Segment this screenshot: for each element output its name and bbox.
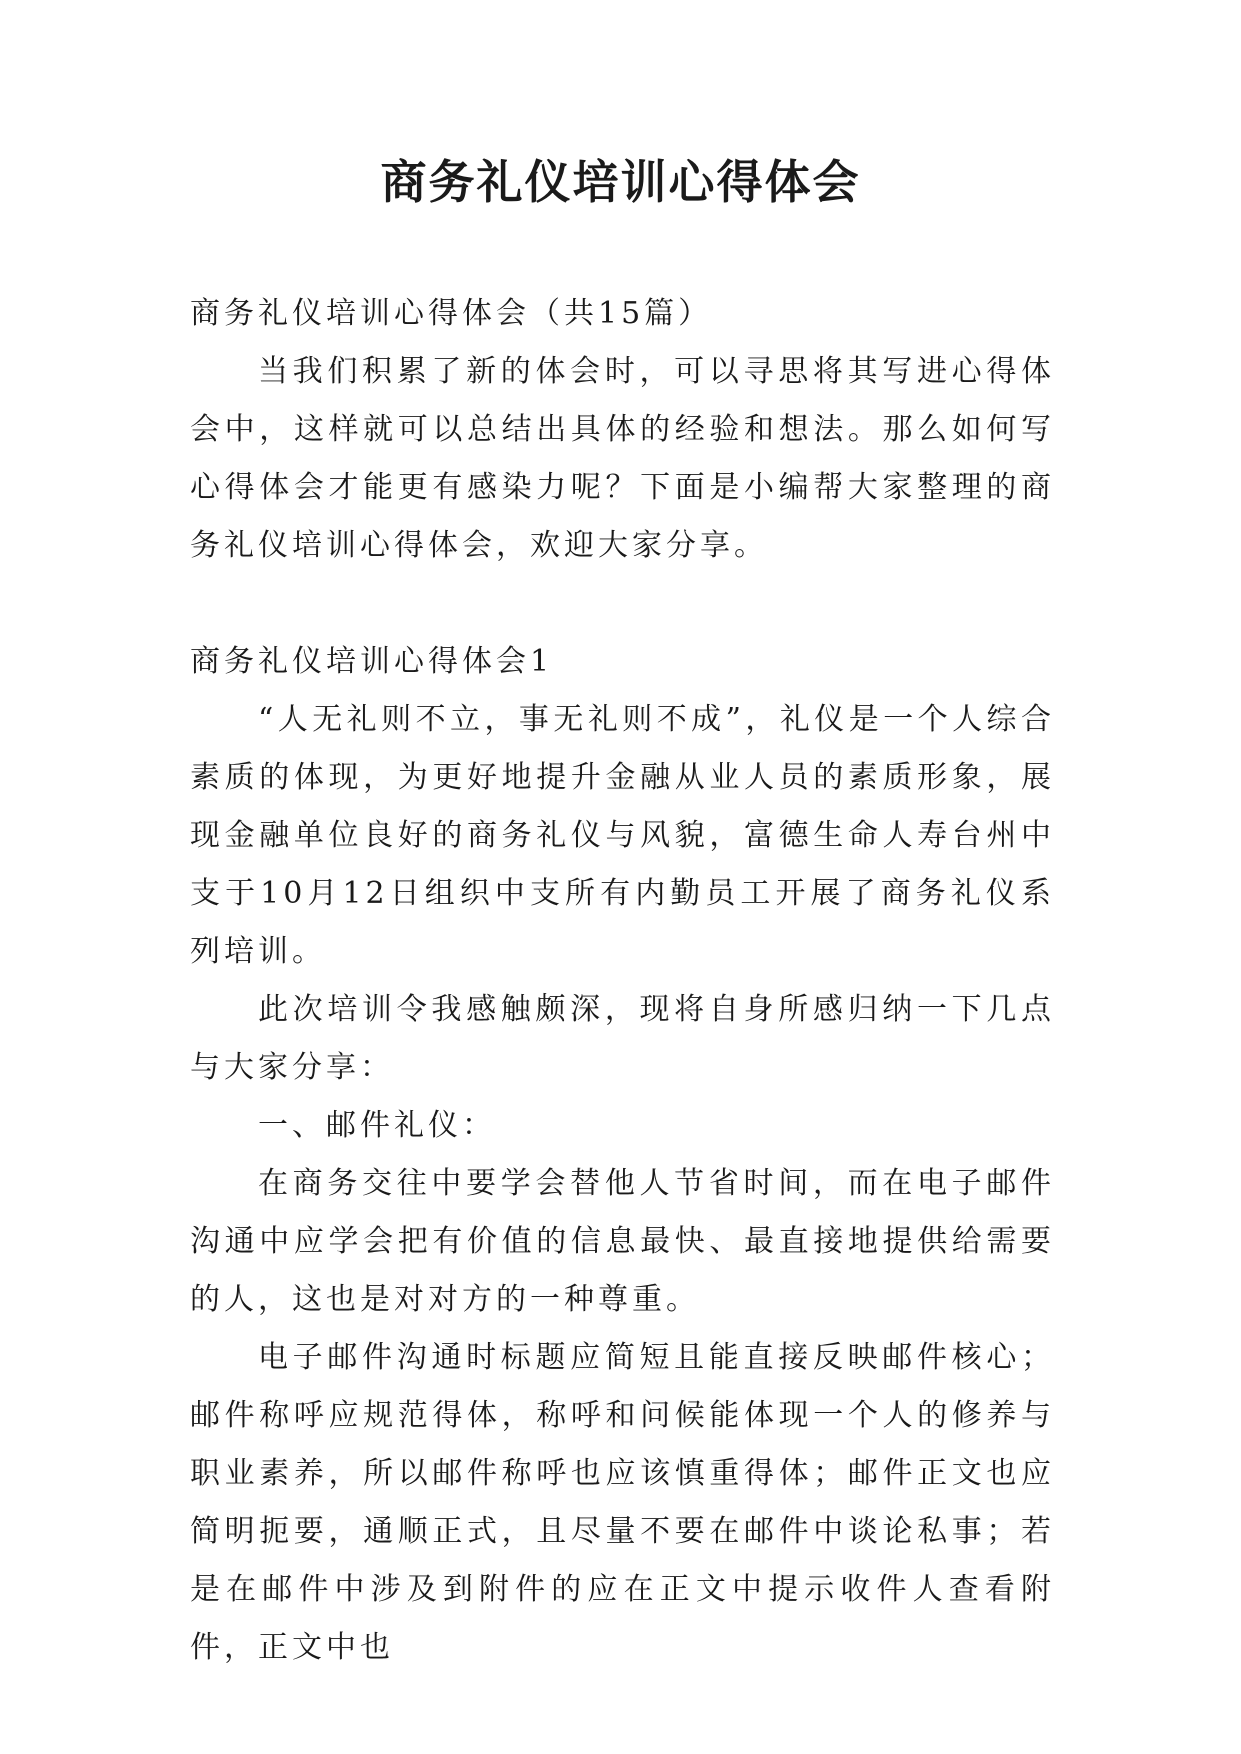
body-paragraph: 此次培训令我感触颇深，现将自身所感归纳一下几点与大家分享：: [190, 992, 1055, 1085]
body-paragraph: 在商务交往中要学会替他人节省时间，而在电子邮件沟通中应学会把有价值的信息最快、最直接地提供给需要的人，这也是对对方的一种尊重。: [190, 1166, 1055, 1317]
document-body: [190, 285, 1055, 1677]
document-title: 商务礼仪培训心得体会: [380, 155, 861, 209]
subsection-heading: 一、邮件礼仪：: [258, 1108, 496, 1143]
section-heading: 商务礼仪培训心得体会1: [190, 644, 554, 679]
body-paragraph: “人无礼则不立，事无礼则不成”，礼仪是一个人综合素质的体现，为更好地提升金融从业人员的素质形象，展现金融单位良好的商务礼仪与风貌，富德生命人寿台州中支于10月12日组织中支所有内勤员工开展了商务礼仪系列培训。: [190, 702, 1055, 969]
document-subtitle: 商务礼仪培训心得体会（共15篇）: [190, 296, 713, 331]
intro-paragraph: 当我们积累了新的体会时，可以寻思将其写进心得体会中，这样就可以总结出具体的经验和想法。那么如何写心得体会才能更有感染力呢？下面是小编帮大家整理的商务礼仪培训心得体会，欢迎大家分享。: [190, 354, 1055, 563]
body-paragraph: 电子邮件沟通时标题应简短且能直接反映邮件核心；邮件称呼应规范得体，称呼和问候能体现一个人的修养与职业素养，所以邮件称呼也应该慎重得体；邮件正文也应简明扼要，通顺正式，且尽量不要在邮件中谈论私事；若是在邮件中涉及到附件的应在正文中提示收件人查看附件，正文中也: [190, 1340, 1055, 1665]
paragraph-spacer: [190, 575, 1055, 633]
